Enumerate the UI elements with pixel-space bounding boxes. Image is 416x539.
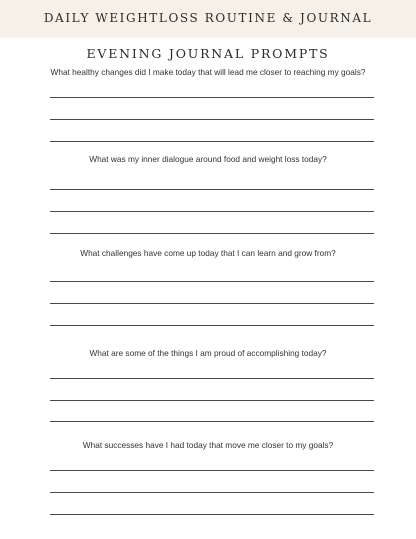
answer-line[interactable]: [50, 141, 374, 142]
prompt-question-2: What was my inner dialogue around food and weight loss today?: [89, 154, 327, 164]
answer-line[interactable]: [50, 119, 374, 120]
answer-line[interactable]: [50, 233, 374, 234]
answer-line[interactable]: [50, 492, 374, 493]
answer-line[interactable]: [50, 400, 374, 401]
section-title: EVENING JOURNAL PROMPTS: [86, 46, 330, 61]
answer-line[interactable]: [50, 470, 374, 471]
answer-line[interactable]: [50, 97, 374, 98]
answer-line[interactable]: [50, 378, 374, 379]
answer-line[interactable]: [50, 421, 374, 422]
answer-line[interactable]: [50, 281, 374, 282]
answer-line[interactable]: [50, 514, 374, 515]
prompt-question-1: What healthy changes did I make today that will lead me closer to reaching my goals?: [50, 67, 366, 77]
prompt-question-4: What are some of the things I am proud of accomplishing today?: [89, 348, 327, 358]
answer-line[interactable]: [50, 303, 374, 304]
journal-title: DAILY WEIGHTLOSS ROUTINE & JOURNAL: [43, 11, 373, 25]
answer-line[interactable]: [50, 189, 374, 190]
answer-line[interactable]: [50, 211, 374, 212]
prompt-question-3: What challenges have come up today that I can learn and grow from?: [80, 248, 336, 258]
answer-line[interactable]: [50, 325, 374, 326]
prompt-question-5: What successes have I had today that move me closer to my goals?: [82, 440, 334, 450]
